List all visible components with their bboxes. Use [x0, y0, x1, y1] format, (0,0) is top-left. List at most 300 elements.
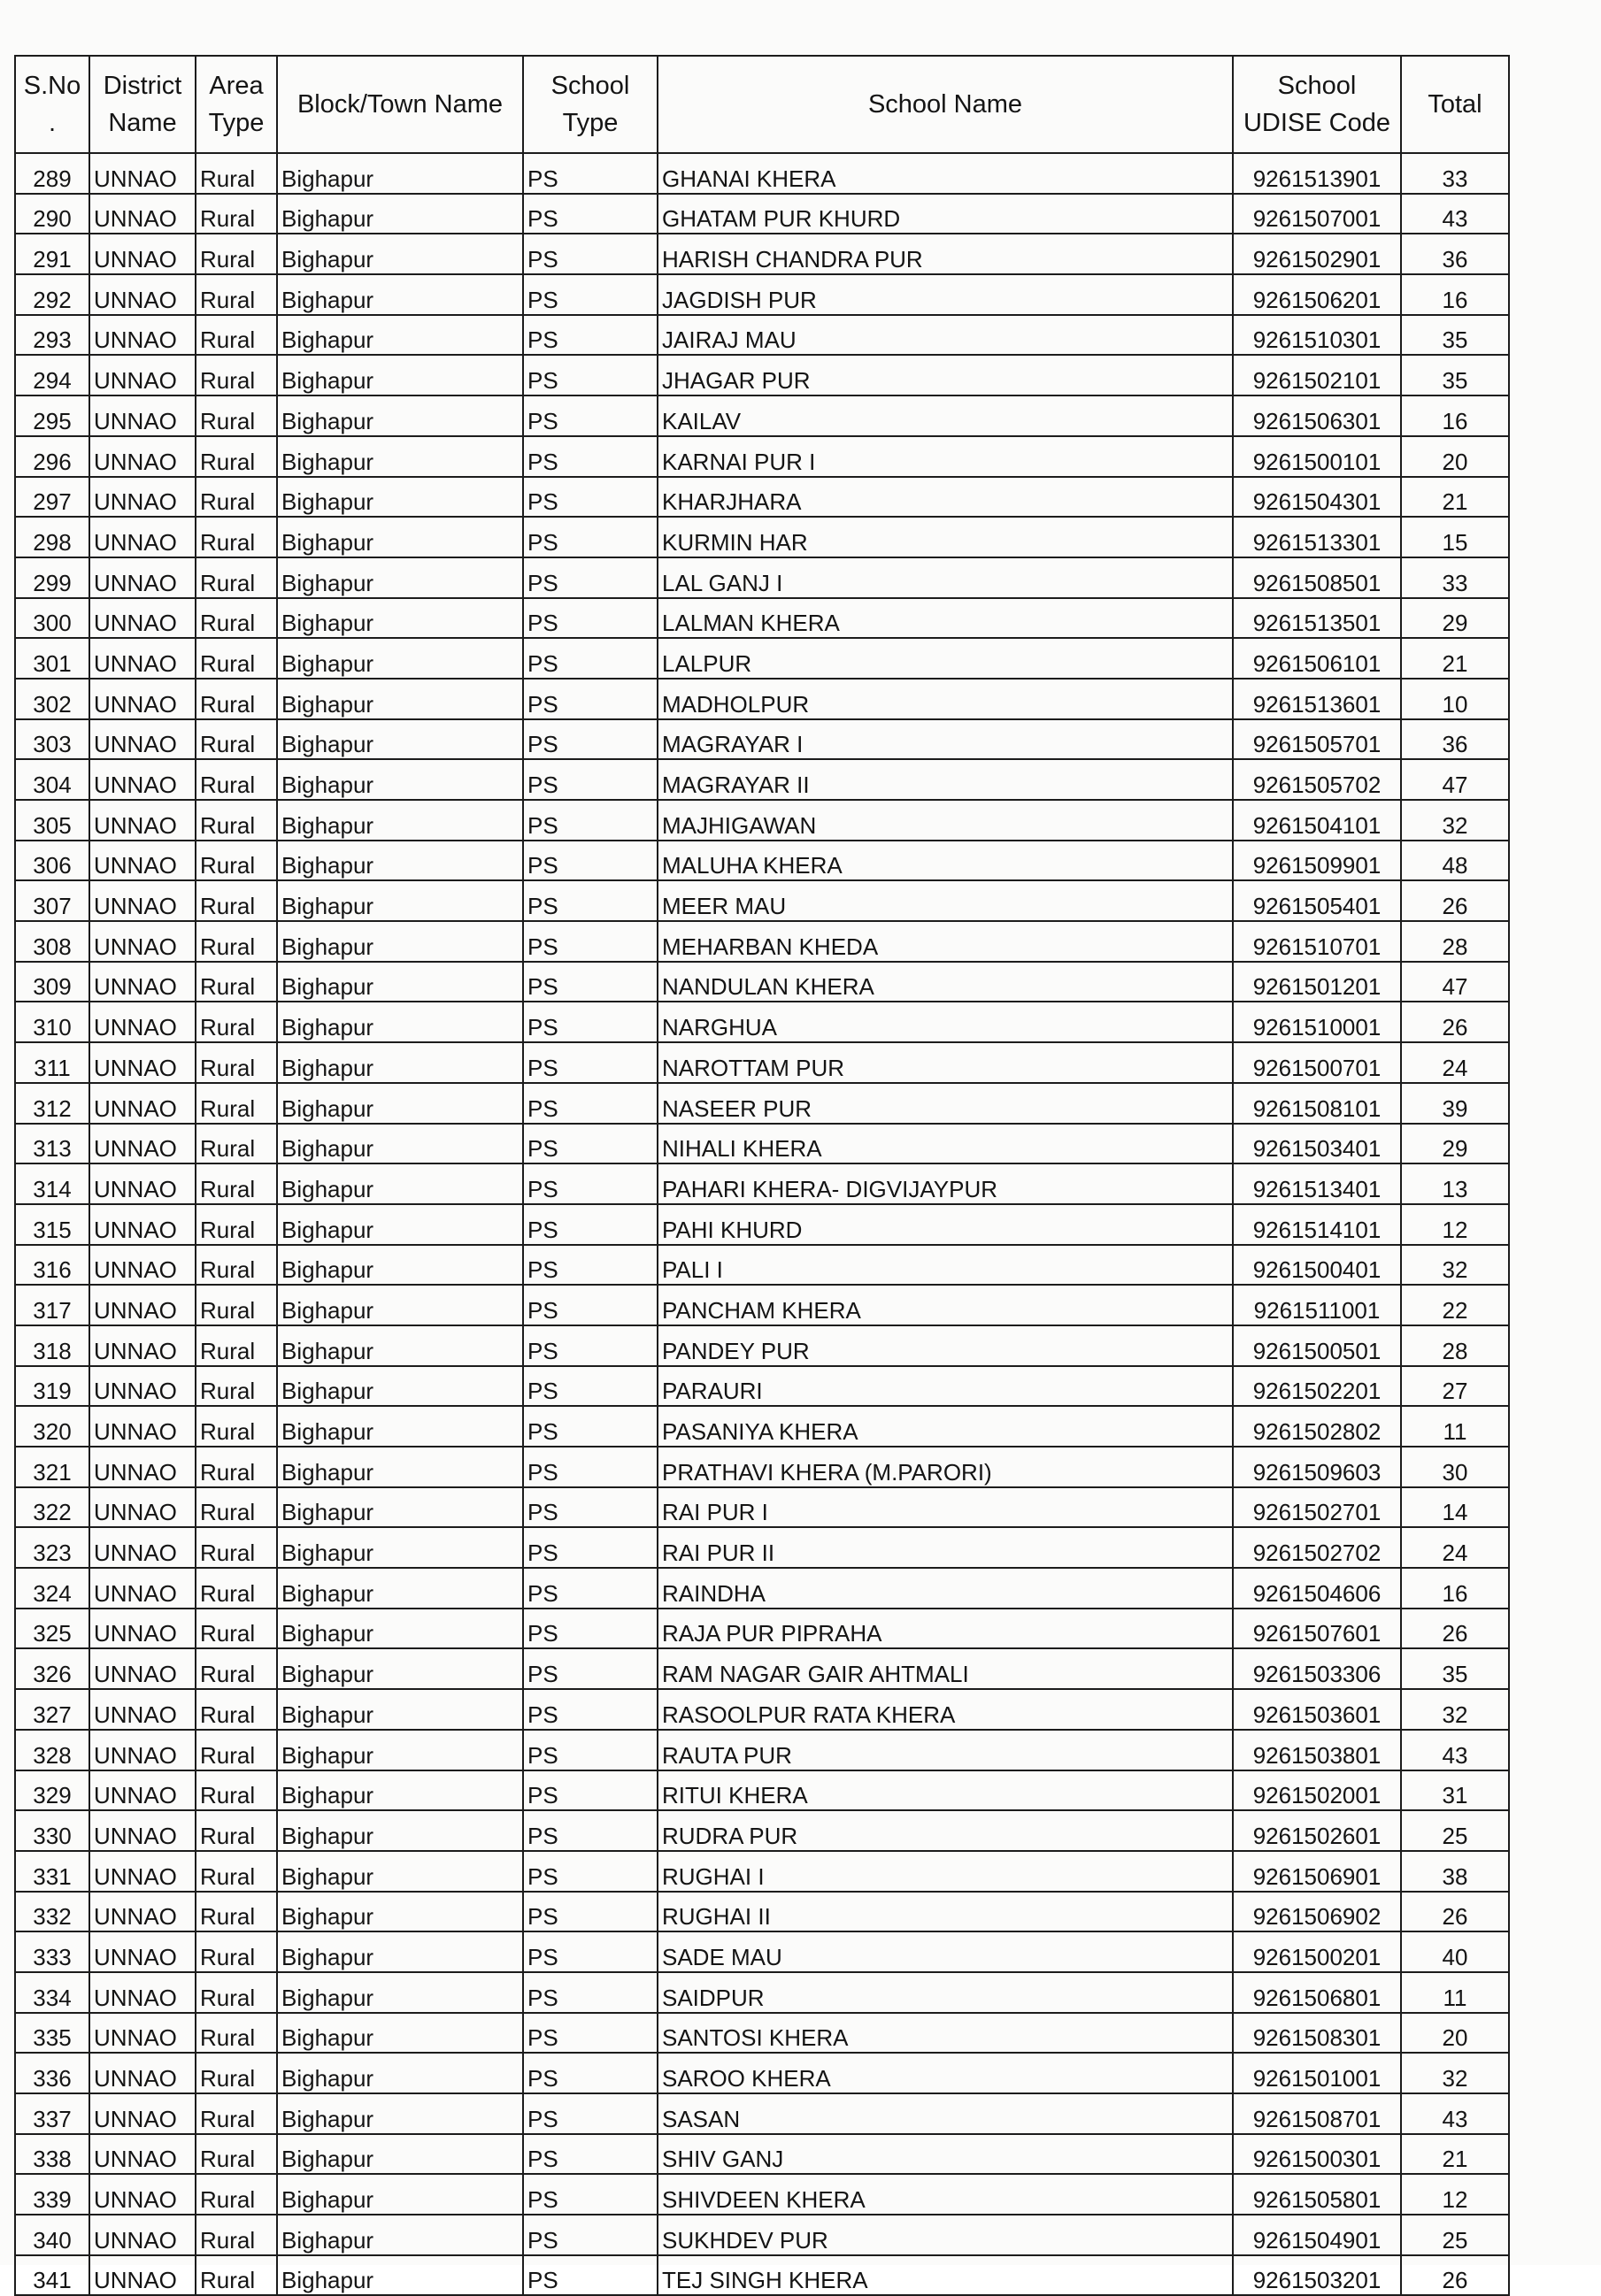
header-label: Area — [209, 71, 264, 100]
udise-cell: 9261508301 — [1233, 2013, 1401, 2054]
school-name-cell: RASOOLPUR RATA KHERA — [658, 1689, 1233, 1730]
udise-cell: 9261511001 — [1233, 1285, 1401, 1325]
sno-cell: 314 — [15, 1163, 89, 1204]
total-cell: 27 — [1401, 1366, 1509, 1407]
total-cell: 38 — [1401, 1851, 1509, 1892]
school-name-cell: MEHARBAN KHEDA — [658, 921, 1233, 962]
area-type-cell: Rural — [196, 1810, 277, 1851]
school-type-cell: PS — [523, 1851, 658, 1892]
sno-cell: 320 — [15, 1406, 89, 1447]
block-cell: Bighapur — [277, 1892, 523, 1932]
sno-cell: 301 — [15, 638, 89, 679]
area-type-cell: Rural — [196, 274, 277, 315]
udise-cell: 9261513501 — [1233, 598, 1401, 639]
district-cell: UNNAO — [89, 1609, 196, 1649]
area-type-cell: Rural — [196, 1325, 277, 1366]
area-type-cell: Rural — [196, 2013, 277, 2054]
sno-cell: 335 — [15, 2013, 89, 2054]
total-cell: 28 — [1401, 921, 1509, 962]
udise-cell: 9261502001 — [1233, 1770, 1401, 1811]
school-type-cell: PS — [523, 1083, 658, 1124]
sno-cell: 337 — [15, 2093, 89, 2134]
school-type-cell: PS — [523, 1002, 658, 1042]
school-name-cell: NAROTTAM PUR — [658, 1042, 1233, 1083]
table-row — [15, 1285, 1509, 1325]
total-cell: 24 — [1401, 1527, 1509, 1568]
table-row — [15, 1770, 1509, 1811]
area-type-cell: Rural — [196, 2255, 277, 2296]
total-cell: 35 — [1401, 315, 1509, 356]
area-type-cell: Rural — [196, 1245, 277, 1286]
udise-cell: 9261504101 — [1233, 800, 1401, 841]
district-cell: UNNAO — [89, 1730, 196, 1770]
school-type-cell: PS — [523, 2013, 658, 2054]
sno-cell: 316 — [15, 1245, 89, 1286]
school-type-cell: PS — [523, 719, 658, 760]
school-name-cell: HARISH CHANDRA PUR — [658, 234, 1233, 274]
table-row — [15, 1204, 1509, 1245]
area-type-cell: Rural — [196, 1609, 277, 1649]
sno-cell: 306 — [15, 841, 89, 881]
district-cell: UNNAO — [89, 477, 196, 518]
sno-cell: 329 — [15, 1770, 89, 1811]
block-cell: Bighapur — [277, 719, 523, 760]
udise-cell: 9261510301 — [1233, 315, 1401, 356]
table-row — [15, 962, 1509, 1002]
school-type-cell: PS — [523, 759, 658, 800]
area-type-cell: Rural — [196, 557, 277, 598]
table-row — [15, 517, 1509, 557]
udise-cell: 9261513601 — [1233, 679, 1401, 719]
school-name-cell: LALMAN KHERA — [658, 598, 1233, 639]
udise-cell: 9261501001 — [1233, 2053, 1401, 2093]
area-type-cell: Rural — [196, 153, 277, 194]
school-type-cell: PS — [523, 517, 658, 557]
sno-cell: 303 — [15, 719, 89, 760]
school-name-cell: NASEER PUR — [658, 1083, 1233, 1124]
total-cell: 35 — [1401, 1648, 1509, 1689]
table-row — [15, 1689, 1509, 1730]
block-cell: Bighapur — [277, 1163, 523, 1204]
school-type-cell: PS — [523, 2093, 658, 2134]
school-type-cell: PS — [523, 1609, 658, 1649]
school-type-cell: PS — [523, 2174, 658, 2215]
udise-cell: 9261513901 — [1233, 153, 1401, 194]
school-name-cell: MAJHIGAWAN — [658, 800, 1233, 841]
district-cell: UNNAO — [89, 2013, 196, 2054]
school-type-cell: PS — [523, 880, 658, 921]
total-cell: 30 — [1401, 1447, 1509, 1487]
udise-cell: 9261513301 — [1233, 517, 1401, 557]
school-type-header — [523, 56, 658, 153]
total-cell: 15 — [1401, 517, 1509, 557]
block-cell: Bighapur — [277, 1083, 523, 1124]
school-name-cell: JAGDISH PUR — [658, 274, 1233, 315]
area-type-cell: Rural — [196, 395, 277, 436]
udise-cell: 9261506101 — [1233, 638, 1401, 679]
area-type-cell: Rural — [196, 1527, 277, 1568]
sno-cell: 291 — [15, 234, 89, 274]
area-type-cell: Rural — [196, 921, 277, 962]
table-row — [15, 2013, 1509, 2054]
block-cell: Bighapur — [277, 921, 523, 962]
district-cell: UNNAO — [89, 2174, 196, 2215]
district-cell: UNNAO — [89, 880, 196, 921]
school-type-cell: PS — [523, 1931, 658, 1972]
table-body — [15, 153, 1509, 2295]
district-cell: UNNAO — [89, 1487, 196, 1528]
table-row — [15, 1810, 1509, 1851]
sno-cell: 336 — [15, 2053, 89, 2093]
school-name-cell: PALI I — [658, 1245, 1233, 1286]
table-row — [15, 355, 1509, 395]
block-cell: Bighapur — [277, 2053, 523, 2093]
sno-cell: 304 — [15, 759, 89, 800]
school-name-cell: JAIRAJ MAU — [658, 315, 1233, 356]
area-type-cell: Rural — [196, 2215, 277, 2255]
district-cell: UNNAO — [89, 679, 196, 719]
total-cell: 12 — [1401, 1204, 1509, 1245]
sno-cell: 338 — [15, 2134, 89, 2175]
area-type-cell: Rural — [196, 1042, 277, 1083]
block-header — [277, 56, 523, 153]
district-cell: UNNAO — [89, 841, 196, 881]
area-type-cell: Rural — [196, 1163, 277, 1204]
sno-cell: 310 — [15, 1002, 89, 1042]
school-name-cell: RUGHAI II — [658, 1892, 1233, 1932]
sno-cell: 321 — [15, 1447, 89, 1487]
udise-cell: 9261500101 — [1233, 436, 1401, 477]
sno-cell: 290 — [15, 194, 89, 234]
district-cell: UNNAO — [89, 1648, 196, 1689]
total-cell: 14 — [1401, 1487, 1509, 1528]
udise-cell: 9261501201 — [1233, 962, 1401, 1002]
school-name-cell: SHIV GANJ — [658, 2134, 1233, 2175]
area-type-cell: Rural — [196, 1002, 277, 1042]
total-cell: 26 — [1401, 880, 1509, 921]
udise-cell: 9261506301 — [1233, 395, 1401, 436]
school-name-cell: PANDEY PUR — [658, 1325, 1233, 1366]
total-cell: 21 — [1401, 638, 1509, 679]
district-cell: UNNAO — [89, 194, 196, 234]
header-label: School Name — [867, 89, 1023, 119]
school-type-cell: PS — [523, 962, 658, 1002]
udise-cell: 9261506801 — [1233, 1972, 1401, 2013]
district-cell: UNNAO — [89, 2255, 196, 2296]
school-type-cell: PS — [523, 1204, 658, 1245]
table-row — [15, 153, 1509, 194]
district-cell: UNNAO — [89, 2093, 196, 2134]
school-name-cell: NIHALI KHERA — [658, 1124, 1233, 1164]
total-cell: 11 — [1401, 1406, 1509, 1447]
block-cell: Bighapur — [277, 1770, 523, 1811]
table-row — [15, 274, 1509, 315]
school-name-cell: PARAURI — [658, 1366, 1233, 1407]
school-type-cell: PS — [523, 477, 658, 518]
sno-cell: 339 — [15, 2174, 89, 2215]
area-type-cell: Rural — [196, 800, 277, 841]
area-type-cell: Rural — [196, 436, 277, 477]
header-label: District — [103, 71, 182, 100]
block-cell: Bighapur — [277, 1527, 523, 1568]
sno-cell: 324 — [15, 1568, 89, 1609]
total-cell: 40 — [1401, 1931, 1509, 1972]
district-cell: UNNAO — [89, 355, 196, 395]
school-type-cell: PS — [523, 436, 658, 477]
block-cell: Bighapur — [277, 759, 523, 800]
block-cell: Bighapur — [277, 841, 523, 881]
school-type-cell: PS — [523, 2134, 658, 2175]
school-name-cell: TEJ SINGH KHERA — [658, 2255, 1233, 2296]
sno-cell: 298 — [15, 517, 89, 557]
school-name-cell: PAHARI KHERA- DIGVIJAYPUR — [658, 1163, 1233, 1204]
total-cell: 20 — [1401, 436, 1509, 477]
school-type-cell: PS — [523, 1285, 658, 1325]
school-name-cell: SADE MAU — [658, 1931, 1233, 1972]
district-cell: UNNAO — [89, 759, 196, 800]
udise-cell: 9261507601 — [1233, 1609, 1401, 1649]
school-type-cell: PS — [523, 800, 658, 841]
area-type-cell: Rural — [196, 2053, 277, 2093]
total-cell: 32 — [1401, 1689, 1509, 1730]
school-name-cell: MAGRAYAR I — [658, 719, 1233, 760]
district-header — [89, 56, 196, 153]
school-type-cell: PS — [523, 153, 658, 194]
block-cell: Bighapur — [277, 517, 523, 557]
block-cell: Bighapur — [277, 1245, 523, 1286]
school-name-cell: PANCHAM KHERA — [658, 1285, 1233, 1325]
udise-cell: 9261506902 — [1233, 1892, 1401, 1932]
area-type-cell: Rural — [196, 1931, 277, 1972]
table-row — [15, 841, 1509, 881]
block-cell: Bighapur — [277, 1002, 523, 1042]
udise-cell: 9261502601 — [1233, 1810, 1401, 1851]
area-type-cell: Rural — [196, 1568, 277, 1609]
table-row — [15, 759, 1509, 800]
school-name-cell: JHAGAR PUR — [658, 355, 1233, 395]
school-type-cell: PS — [523, 315, 658, 356]
district-cell: UNNAO — [89, 1810, 196, 1851]
sno-cell: 340 — [15, 2215, 89, 2255]
total-cell: 36 — [1401, 719, 1509, 760]
table-row — [15, 1406, 1509, 1447]
udise-cell: 9261500501 — [1233, 1325, 1401, 1366]
school-type-cell: PS — [523, 2255, 658, 2296]
udise-cell: 9261505701 — [1233, 719, 1401, 760]
udise-cell: 9261503201 — [1233, 2255, 1401, 2296]
sno-header — [15, 56, 89, 153]
school-name-cell: RAINDHA — [658, 1568, 1233, 1609]
school-name-cell: SAIDPUR — [658, 1972, 1233, 2013]
udise-cell: 9261502901 — [1233, 234, 1401, 274]
school-type-cell: PS — [523, 2215, 658, 2255]
total-cell: 10 — [1401, 679, 1509, 719]
district-cell: UNNAO — [89, 2053, 196, 2093]
sno-cell: 307 — [15, 880, 89, 921]
school-name-cell: NANDULAN KHERA — [658, 962, 1233, 1002]
sno-cell: 313 — [15, 1124, 89, 1164]
header-label: . — [48, 109, 57, 137]
school-type-cell: PS — [523, 395, 658, 436]
udise-header — [1233, 56, 1401, 153]
total-cell: 22 — [1401, 1285, 1509, 1325]
block-cell: Bighapur — [277, 1487, 523, 1528]
table-row — [15, 1931, 1509, 1972]
block-cell: Bighapur — [277, 1406, 523, 1447]
area-type-cell: Rural — [196, 598, 277, 639]
table-row — [15, 2053, 1509, 2093]
school-type-cell: PS — [523, 1366, 658, 1407]
sno-cell: 319 — [15, 1366, 89, 1407]
table-row — [15, 679, 1509, 719]
sno-cell: 295 — [15, 395, 89, 436]
sno-cell: 292 — [15, 274, 89, 315]
total-cell: 21 — [1401, 2134, 1509, 2175]
area-type-cell: Rural — [196, 1285, 277, 1325]
school-type-cell: PS — [523, 234, 658, 274]
area-type-cell: Rural — [196, 1972, 277, 2013]
block-cell: Bighapur — [277, 1447, 523, 1487]
school-name-cell: KURMIN HAR — [658, 517, 1233, 557]
udise-cell: 9261509603 — [1233, 1447, 1401, 1487]
sno-cell: 318 — [15, 1325, 89, 1366]
table-row — [15, 2255, 1509, 2296]
block-cell: Bighapur — [277, 395, 523, 436]
total-cell: 11 — [1401, 1972, 1509, 2013]
table-row — [15, 1851, 1509, 1892]
area-type-cell: Rural — [196, 1083, 277, 1124]
area-type-cell: Rural — [196, 1124, 277, 1164]
block-cell: Bighapur — [277, 194, 523, 234]
area-type-cell: Rural — [196, 1892, 277, 1932]
block-cell: Bighapur — [277, 1204, 523, 1245]
district-cell: UNNAO — [89, 1931, 196, 1972]
udise-cell: 9261508701 — [1233, 2093, 1401, 2134]
udise-cell: 9261504901 — [1233, 2215, 1401, 2255]
sno-cell: 302 — [15, 679, 89, 719]
sno-cell: 311 — [15, 1042, 89, 1083]
school-name-cell: RUDRA PUR — [658, 1810, 1233, 1851]
udise-cell: 9261507001 — [1233, 194, 1401, 234]
school-name-cell: GHATAM PUR KHURD — [658, 194, 1233, 234]
area-type-cell: Rural — [196, 759, 277, 800]
district-cell: UNNAO — [89, 1285, 196, 1325]
block-cell: Bighapur — [277, 1851, 523, 1892]
area-type-cell: Rural — [196, 517, 277, 557]
udise-cell: 9261500201 — [1233, 1931, 1401, 1972]
total-cell: 36 — [1401, 234, 1509, 274]
header-label: Name — [108, 109, 177, 137]
district-cell: UNNAO — [89, 2215, 196, 2255]
block-cell: Bighapur — [277, 1285, 523, 1325]
table-row — [15, 1447, 1509, 1487]
block-cell: Bighapur — [277, 1689, 523, 1730]
district-cell: UNNAO — [89, 1689, 196, 1730]
district-cell: UNNAO — [89, 1447, 196, 1487]
district-cell: UNNAO — [89, 315, 196, 356]
total-cell: 20 — [1401, 2013, 1509, 2054]
header-label: School — [1277, 71, 1357, 100]
school-table — [14, 55, 1510, 2296]
school-name-header — [658, 56, 1233, 153]
header-label: Type — [208, 109, 265, 137]
school-name-cell: SASAN — [658, 2093, 1233, 2134]
school-type-cell: PS — [523, 1406, 658, 1447]
table-row — [15, 1972, 1509, 2013]
sno-cell: 323 — [15, 1527, 89, 1568]
total-cell: 32 — [1401, 1245, 1509, 1286]
school-name-cell: SHIVDEEN KHERA — [658, 2174, 1233, 2215]
school-name-cell: MEER MAU — [658, 880, 1233, 921]
district-cell: UNNAO — [89, 1204, 196, 1245]
sno-cell: 317 — [15, 1285, 89, 1325]
school-type-cell: PS — [523, 1487, 658, 1528]
block-cell: Bighapur — [277, 477, 523, 518]
block-cell: Bighapur — [277, 1972, 523, 2013]
district-cell: UNNAO — [89, 1124, 196, 1164]
udise-cell: 9261508501 — [1233, 557, 1401, 598]
total-cell: 43 — [1401, 2093, 1509, 2134]
table-row — [15, 1163, 1509, 1204]
area-type-cell: Rural — [196, 194, 277, 234]
sno-cell: 300 — [15, 598, 89, 639]
area-type-cell: Rural — [196, 1770, 277, 1811]
table-row — [15, 1124, 1509, 1164]
table-row — [15, 1325, 1509, 1366]
udise-cell: 9261510701 — [1233, 921, 1401, 962]
sno-cell: 294 — [15, 355, 89, 395]
sno-cell: 312 — [15, 1083, 89, 1124]
area-type-cell: Rural — [196, 2174, 277, 2215]
sno-cell: 315 — [15, 1204, 89, 1245]
school-type-cell: PS — [523, 1568, 658, 1609]
table-row — [15, 1366, 1509, 1407]
total-cell: 47 — [1401, 759, 1509, 800]
sno-cell: 309 — [15, 962, 89, 1002]
district-cell: UNNAO — [89, 1406, 196, 1447]
udise-cell: 9261500401 — [1233, 1245, 1401, 1286]
school-type-cell: PS — [523, 1892, 658, 1932]
district-cell: UNNAO — [89, 800, 196, 841]
udise-cell: 9261505401 — [1233, 880, 1401, 921]
header-label: Total — [1428, 89, 1482, 119]
table-row — [15, 194, 1509, 234]
table-row — [15, 598, 1509, 639]
school-type-cell: PS — [523, 2053, 658, 2093]
sno-cell: 328 — [15, 1730, 89, 1770]
area-type-cell: Rural — [196, 1366, 277, 1407]
total-cell: 12 — [1401, 2174, 1509, 2215]
school-name-cell: LALPUR — [658, 638, 1233, 679]
total-cell: 43 — [1401, 1730, 1509, 1770]
total-cell: 26 — [1401, 1609, 1509, 1649]
block-cell: Bighapur — [277, 679, 523, 719]
total-cell: 33 — [1401, 557, 1509, 598]
district-cell: UNNAO — [89, 1568, 196, 1609]
udise-cell: 9261508101 — [1233, 1083, 1401, 1124]
table-row — [15, 1487, 1509, 1528]
district-cell: UNNAO — [89, 517, 196, 557]
udise-cell: 9261502802 — [1233, 1406, 1401, 1447]
area-type-cell: Rural — [196, 355, 277, 395]
sno-cell: 332 — [15, 1892, 89, 1932]
area-type-cell: Rural — [196, 234, 277, 274]
block-cell: Bighapur — [277, 557, 523, 598]
school-type-cell: PS — [523, 1447, 658, 1487]
school-type-cell: PS — [523, 355, 658, 395]
sno-cell: 325 — [15, 1609, 89, 1649]
total-cell: 26 — [1401, 1892, 1509, 1932]
